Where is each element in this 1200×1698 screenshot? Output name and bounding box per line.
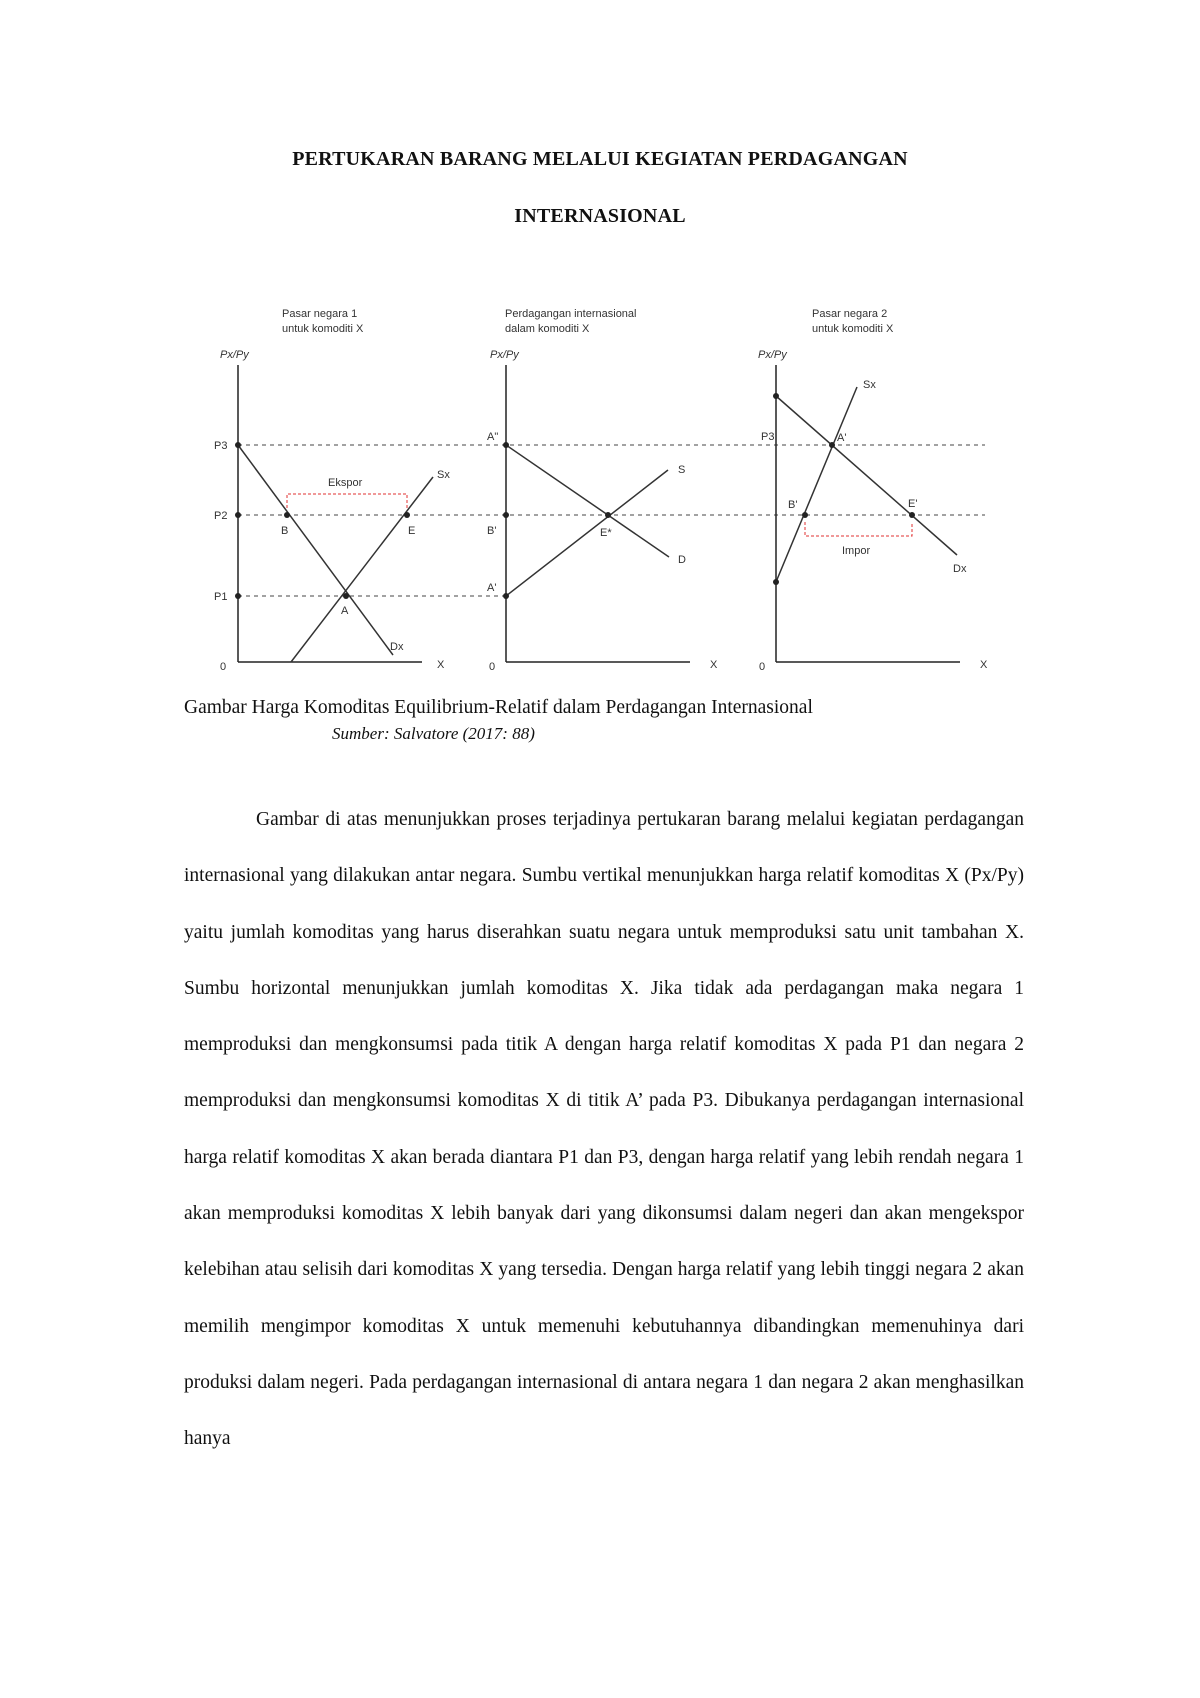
- panel-3-sx-label: Sx: [863, 379, 876, 391]
- panel-1-demand-curve: [238, 445, 393, 655]
- panel-3-impor-bracket: [805, 522, 912, 536]
- panel-2-a-prime: A': [487, 582, 497, 594]
- document-title-line-2: INTERNASIONAL: [514, 205, 686, 227]
- panel-1-p1: P1: [214, 591, 228, 603]
- panel-2-s-label: S: [678, 464, 686, 476]
- panel-3-point-e-prime: [909, 512, 915, 518]
- panel-2-d-label: D: [678, 554, 686, 566]
- panel-3-origin: 0: [759, 661, 766, 670]
- panel-3-point-b-prime: [802, 512, 808, 518]
- panel-1-origin: 0: [220, 661, 227, 670]
- panel-2-title-1: Perdagangan internasional: [505, 308, 637, 320]
- panel-3-impor-label: Impor: [842, 545, 871, 557]
- panel-1-b-label: B: [281, 525, 289, 537]
- panel-1-ekspor-label: Ekspor: [328, 477, 363, 489]
- panel-3-p3: P3: [761, 431, 775, 443]
- panel-1-title-1: Pasar negara 1: [282, 308, 358, 320]
- panel-3-dx-label: Dx: [953, 563, 967, 575]
- panel-1-point-p2: [235, 512, 241, 518]
- panel-1: [214, 308, 450, 670]
- panel-2-a-double-prime: A": [487, 431, 499, 443]
- panel-2-point-a-prime: [503, 593, 509, 599]
- panel-2-origin: 0: [489, 661, 496, 670]
- panel-1-x-axis-label: X: [437, 659, 445, 670]
- panel-1-title-2: untuk komoditi X: [282, 323, 364, 335]
- panel-3-point-top: [773, 393, 779, 399]
- panel-3-title-2: untuk komoditi X: [812, 323, 894, 335]
- panel-2: [487, 308, 718, 670]
- panel-3-demand-curve: [776, 396, 957, 555]
- figure-caption: Gambar Harga Komoditas Equilibrium-Relatif dalam Perdagangan Internasional: [184, 697, 813, 718]
- panel-2-point-e-star: [605, 512, 611, 518]
- panel-3-b-prime-label: B': [788, 499, 798, 511]
- panel-1-a-label: A: [341, 605, 349, 617]
- panel-1-e-label: E: [408, 525, 416, 537]
- panel-3-x-axis-label: X: [980, 659, 988, 670]
- panel-1-y-axis-label: Px/Py: [220, 349, 249, 361]
- panel-3-point-bottom: [773, 579, 779, 585]
- panel-1-p3: P3: [214, 440, 228, 452]
- panel-3-e-prime-label: E': [908, 498, 918, 510]
- panel-2-point-b-prime: [503, 512, 509, 518]
- panel-3-a-prime-label: A': [837, 432, 847, 444]
- panel-3-point-a-prime: [829, 442, 835, 448]
- panel-3-title-1: Pasar negara 2: [812, 308, 888, 320]
- panel-2-y-axis-label: Px/Py: [490, 349, 519, 361]
- panel-3: [758, 308, 988, 670]
- panel-1-point-e: [404, 512, 410, 518]
- panel-1-dx-label: Dx: [390, 641, 404, 653]
- panel-1-sx-label: Sx: [437, 469, 450, 481]
- figure-source: Sumber: Salvatore (2017: 88): [332, 724, 535, 743]
- panel-1-ekspor-bracket: [287, 494, 407, 508]
- panel-2-b-prime: B': [487, 525, 497, 537]
- panel-1-point-b: [284, 512, 290, 518]
- panel-2-e-star-label: E*: [600, 527, 612, 539]
- panel-2-title-2: dalam komoditi X: [505, 323, 590, 335]
- panel-1-p2: P2: [214, 510, 228, 522]
- panel-1-point-p1: [235, 593, 241, 599]
- panel-3-y-axis-label: Px/Py: [758, 349, 787, 361]
- panel-1-point-p3: [235, 442, 241, 448]
- panel-2-point-a-double-prime: [503, 442, 509, 448]
- document-title-line-1: PERTUKARAN BARANG MELALUI KEGIATAN PERDAGANGAN: [292, 148, 908, 170]
- body-paragraph: Gambar di atas menunjukkan proses terjadinya pertukaran barang melalui kegiatan perdagangan internasional yang dilakukan antar negara. Sumbu vertikal menunjukkan harga relatif komoditas X (Px/Py) yaitu jumlah komoditas yang harus diserahkan suatu negara untuk memproduksi satu unit tambahan X. Sumbu horizontal menunjukkan jumlah komoditas X. Jika tidak ada perdagangan maka negara 1 memproduksi dan mengkonsumsi pada titik A dengan harga relatif komoditas X pada P1 dan negara 2 memproduksi dan mengkonsumsi komoditas X di titik A’ pada P3. Dibukanya perdagangan internasional harga relatif komoditas X akan berada diantara P1 dan P3, dengan harga relatif yang lebih rendah negara 1 akan memproduksi komoditas X lebih banyak dari yang dikonsumsi dalam negeri dan akan mengekspor kelebihan atau selisih dari komoditas X yang tersedia. Dengan harga relatif yang lebih tinggi negara 2 akan memilih mengimpor komoditas X untuk memenuhi kebutuhannya dibandingkan memenuhinya dari produksi dalam negeri. Pada perdagangan internasional di antara negara 1 dan negara 2 akan menghasilkan hanya: [184, 809, 1024, 1450]
- panel-2-x-axis-label: X: [710, 659, 718, 670]
- panel-2-supply-curve: [506, 470, 668, 596]
- panel-2-demand-curve: [506, 445, 669, 557]
- panel-1-supply-curve: [291, 477, 433, 662]
- panel-1-point-a: [343, 593, 349, 599]
- equilibrium-figure: [200, 300, 1000, 670]
